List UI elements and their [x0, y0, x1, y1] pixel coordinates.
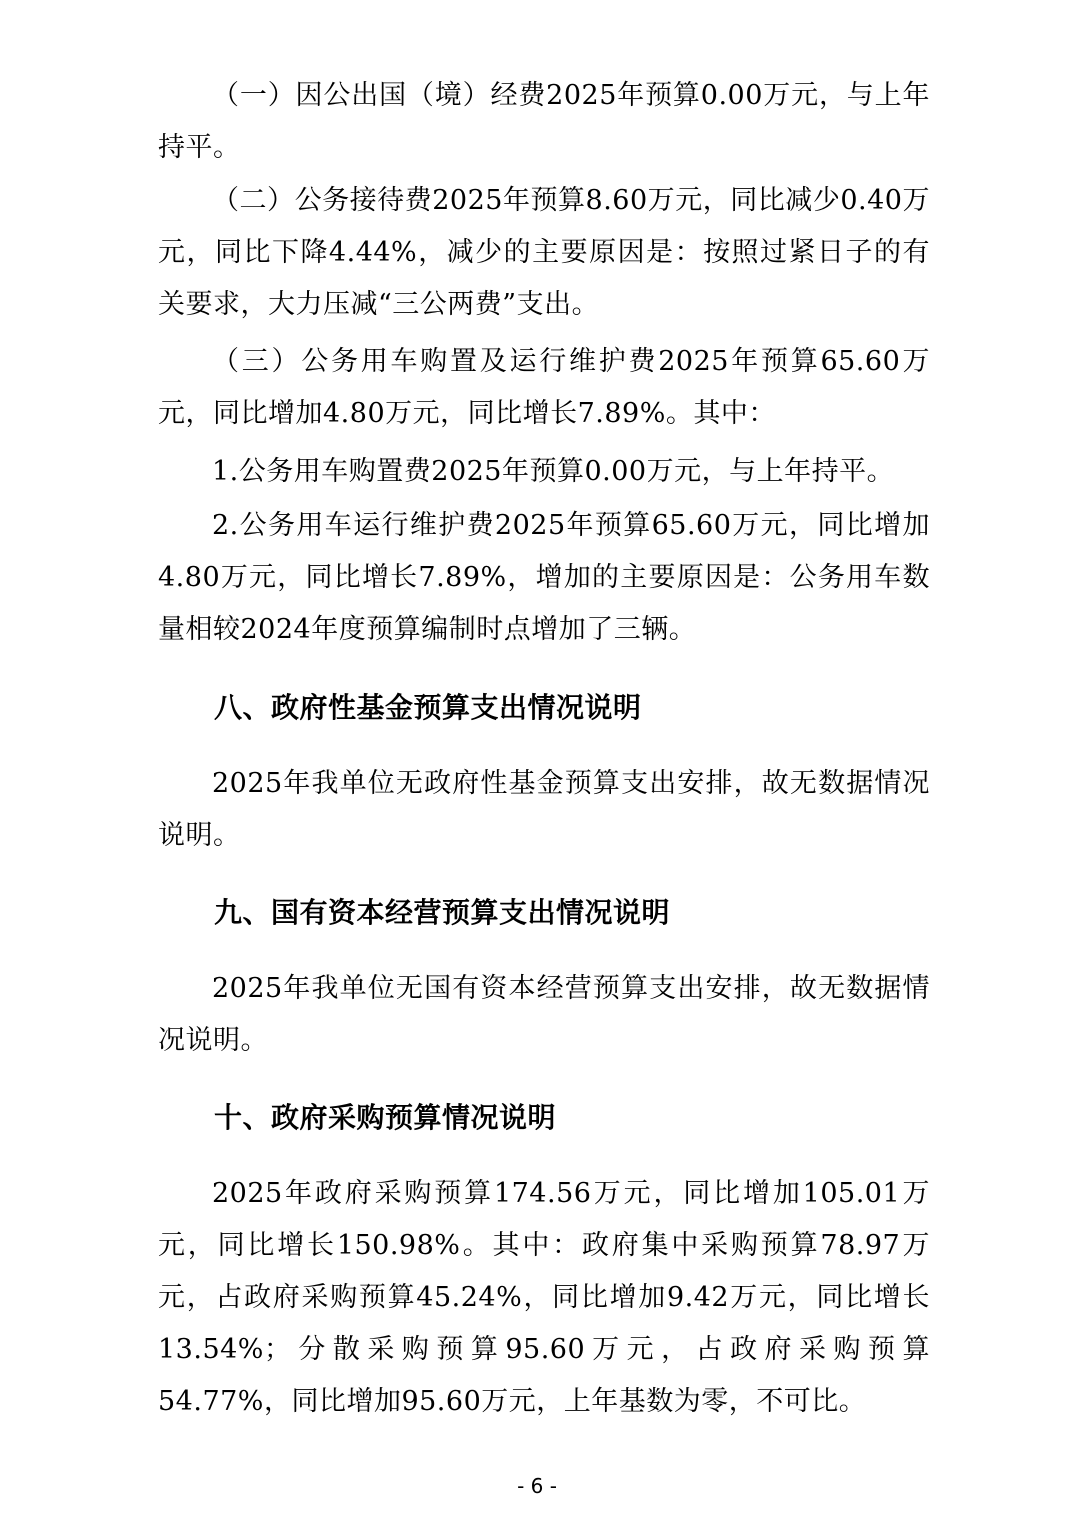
heading-government-fund: 八、政府性基金预算支出情况说明 [214, 691, 642, 724]
paragraph-government-fund: 2025年我单位无政府性基金预算支出安排，故无数据情况说明。 [158, 768, 930, 851]
paragraph-reception-fee: （二）公务接待费2025年预算8.60万元，同比减少0.40万元，同比下降4.44%，减少的主要原因是：按照过紧日子的有关要求，大力压减“三公两费”支出。 [158, 185, 930, 320]
paragraph-overseas-travel: （一）因公出国（境）经费2025年预算0.00万元，与上年持平。 [158, 80, 930, 163]
page-number: - 6 - [517, 1474, 557, 1498]
paragraph-vehicle-fee: （三）公务用车购置及运行维护费2025年预算65.60万元，同比增加4.80万元，同比增长7.89%。其中： [158, 346, 930, 429]
heading-procurement: 十、政府采购预算情况说明 [214, 1101, 557, 1134]
paragraph-vehicle-maintenance: 2.公务用车运行维护费2025年预算65.60万元，同比增加4.80万元，同比增长7.89%，增加的主要原因是：公务用车数量相较2024年度预算编制时点增加了三辆。 [158, 510, 930, 645]
paragraph-vehicle-purchase: 1.公务用车购置费2025年预算0.00万元，与上年持平。 [212, 456, 895, 487]
paragraph-state-capital: 2025年我单位无国有资本经营预算支出安排，故无数据情况说明。 [158, 973, 930, 1056]
heading-state-capital: 九、国有资本经营预算支出情况说明 [214, 896, 671, 929]
paragraph-procurement: 2025年政府采购预算174.56万元，同比增加105.01万元，同比增长150.98%。其中：政府集中采购预算78.97万元，占政府采购预算45.24%，同比增加9.42万元，同比增长13.54%；分散采购预算95.60万元，占政府采购预算54.77%，同比增加95.60万元，上年基数为零，不可比。 [158, 1178, 930, 1417]
